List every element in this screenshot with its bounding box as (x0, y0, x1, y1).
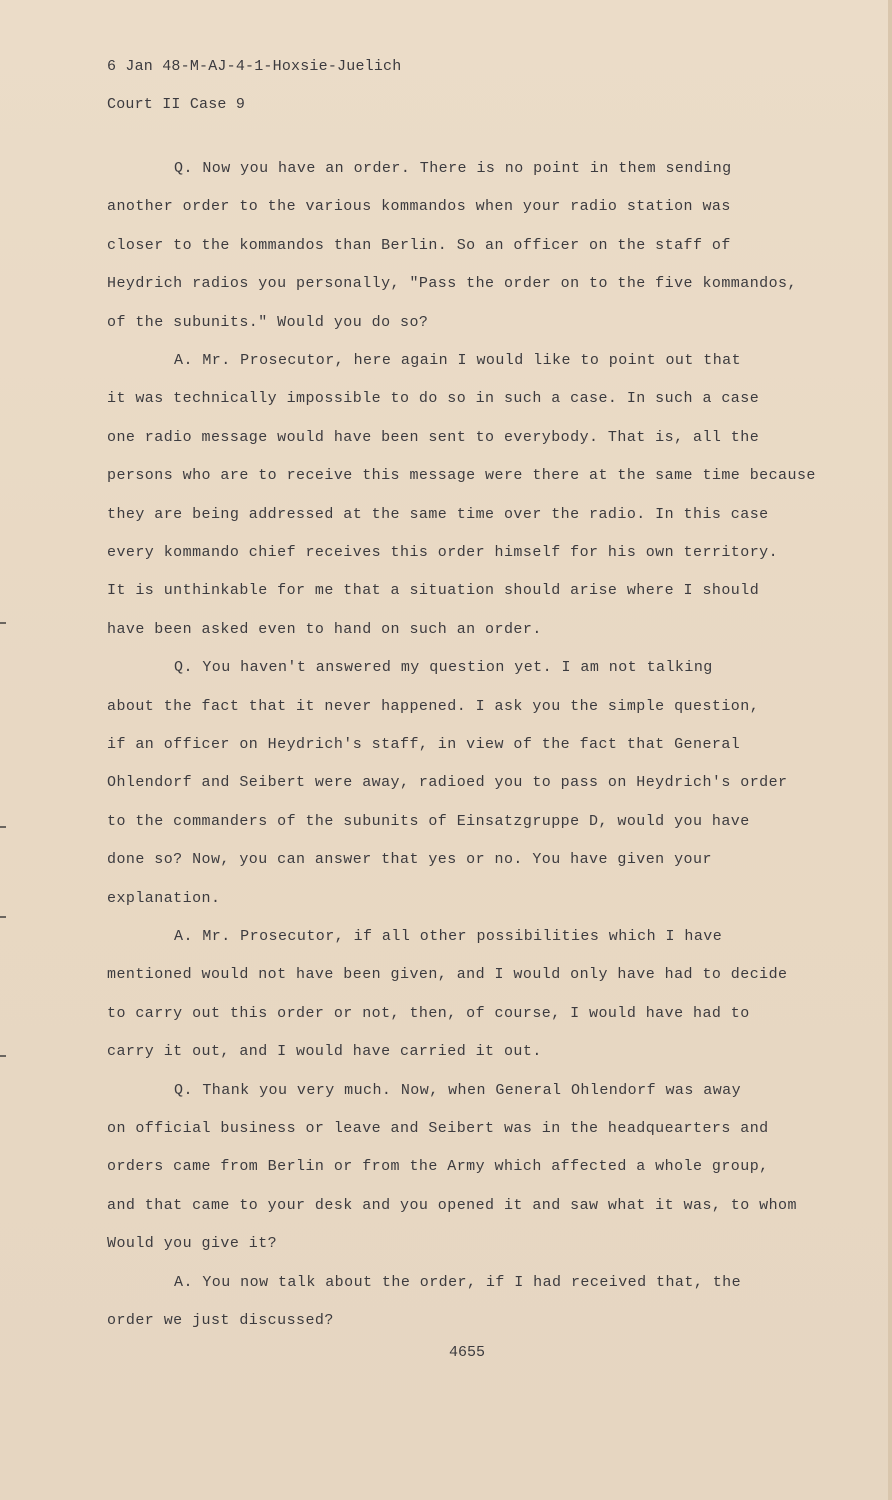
header-reference: 6 Jan 48-M-AJ-4-1-Hoxsie-Juelich (107, 58, 402, 75)
transcript-line: A. You now talk about the order, if I had received that, the (174, 1274, 742, 1291)
transcript-line: mentioned would not have been given, and I would only have had to decide (107, 966, 788, 983)
margin-mark (0, 1055, 6, 1057)
transcript-line: it was technically impossible to do so in such a case. In such a case (107, 390, 760, 407)
transcript-line: A. Mr. Prosecutor, here again I would like to point out that (174, 352, 742, 369)
transcript-line: Q. Thank you very much. Now, when General Ohlendorf was away (174, 1082, 742, 1099)
transcript-line: if an officer on Heydrich's staff, in view of the fact that General (107, 736, 741, 753)
transcript-line: to the commanders of the subunits of Einsatzgruppe D, would you have (107, 813, 750, 830)
transcript-line: Ohlendorf and Seibert were away, radioed you to pass on Heydrich's order (107, 774, 788, 791)
transcript-line: done so? Now, you can answer that yes or no. You have given your (107, 851, 712, 868)
transcript-line: on official business or leave and Seibert was in the headquearters and (107, 1120, 769, 1137)
transcript-line: Would you give it? (107, 1235, 278, 1252)
transcript-line: to carry out this order or not, then, of course, I would have had to (107, 1005, 750, 1022)
transcript-line: every kommando chief receives this order himself for his own territory. (107, 544, 779, 561)
transcript-line: Heydrich radios you personally, "Pass the order on to the five kommandos, (107, 275, 797, 292)
margin-mark (0, 622, 6, 624)
transcript-line: A. Mr. Prosecutor, if all other possibilities which I have (174, 928, 723, 945)
transcript-line: have been asked even to hand on such an order. (107, 621, 542, 638)
margin-mark (0, 916, 6, 918)
page-number: 4655 (449, 1344, 486, 1361)
transcript-line: orders came from Berlin or from the Army which affected a whole group, (107, 1158, 769, 1175)
transcript-line: another order to the various kommandos when your radio station was (107, 198, 731, 215)
transcript-line: carry it out, and I would have carried it out. (107, 1043, 542, 1060)
transcript-line: about the fact that it never happened. I ask you the simple question, (107, 698, 760, 715)
transcript-line: closer to the kommandos than Berlin. So an officer on the staff of (107, 237, 731, 254)
transcript-line: order we just discussed? (107, 1312, 334, 1329)
margin-mark (0, 826, 6, 828)
transcript-line: explanation. (107, 890, 221, 907)
transcript-line: one radio message would have been sent to everybody. That is, all the (107, 429, 760, 446)
transcript-line: persons who are to receive this message were there at the same time because (107, 467, 816, 484)
transcript-line: and that came to your desk and you opened it and saw what it was, to whom (107, 1197, 797, 1214)
transcript-line: of the subunits." Would you do so? (107, 314, 429, 331)
transcript-line: It is unthinkable for me that a situation should arise where I should (107, 582, 760, 599)
transcript-line: Q. Now you have an order. There is no point in them sending (174, 160, 732, 177)
transcript-line: Q. You haven't answered my question yet. I am not talking (174, 659, 713, 676)
header-court-case: Court II Case 9 (107, 96, 246, 113)
transcript-line: they are being addressed at the same time over the radio. In this case (107, 506, 769, 523)
